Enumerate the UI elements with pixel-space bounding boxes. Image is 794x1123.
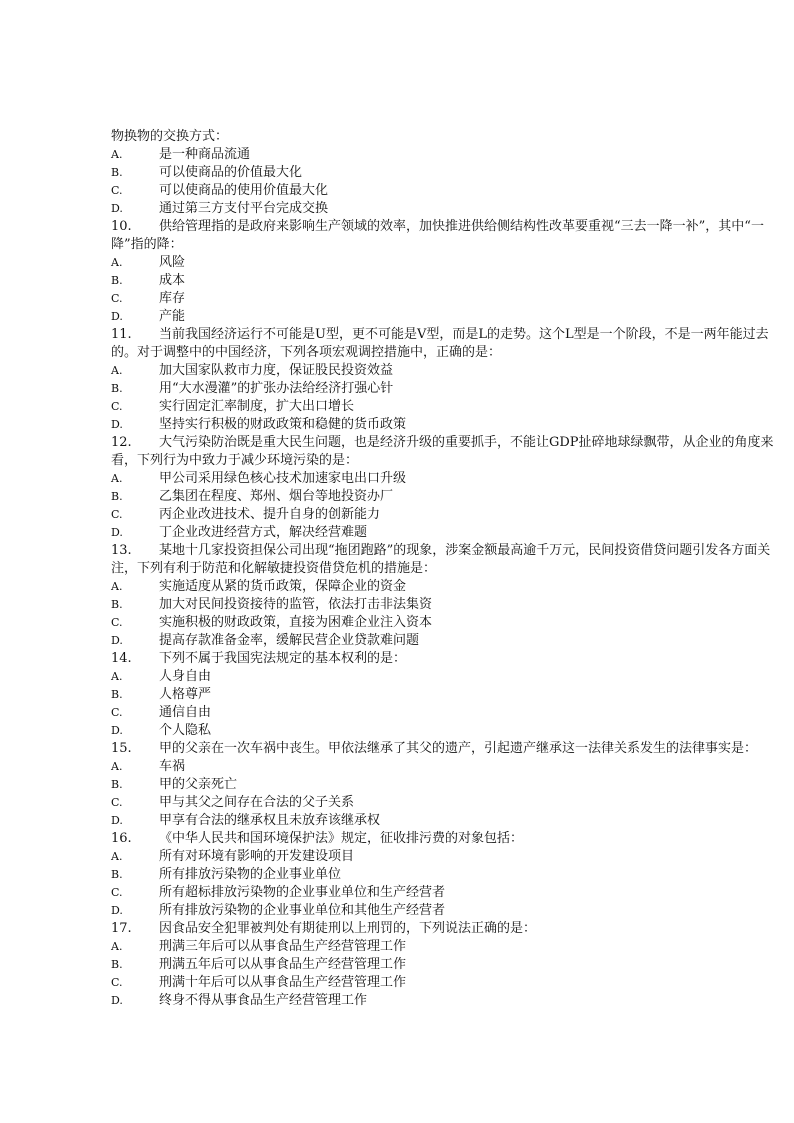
option-text: 风险 bbox=[159, 255, 186, 270]
option-d bbox=[111, 200, 791, 218]
option-text: 坚持实行积极的财政政策和稳健的货币政策 bbox=[159, 417, 407, 432]
option-a bbox=[111, 938, 791, 956]
option-label: B. bbox=[111, 778, 123, 791]
option-label: A. bbox=[111, 670, 123, 683]
option-label: C. bbox=[111, 706, 123, 719]
option-label: C. bbox=[111, 400, 123, 413]
option-b bbox=[111, 686, 791, 704]
option-text: 实施适度从紧的货币政策，保障企业的资金 bbox=[159, 579, 407, 594]
option-label: C. bbox=[111, 886, 123, 899]
option-text: 甲公司采用绿色核心技术加速家电出口升级 bbox=[159, 471, 407, 486]
option-b bbox=[111, 866, 791, 884]
option-text: 用“大水漫灌”的扩张办法给经济打强心针 bbox=[159, 381, 394, 396]
option-label: A. bbox=[111, 760, 123, 773]
option-text: 人格尊严 bbox=[159, 687, 212, 702]
option-c bbox=[111, 884, 791, 902]
question-stem: 物换物的交换方式： bbox=[111, 129, 229, 144]
option-c bbox=[111, 794, 791, 812]
option-label: A. bbox=[111, 850, 123, 863]
option-text: 实施积极的财政政策，直接为困难企业注入资本 bbox=[159, 615, 433, 630]
question-text: 供给管理指的是政府来影响生产领域的效率，加快推进供给侧结构性改革要重视“三去一降一补”，其中“一降”指的降： bbox=[111, 219, 764, 252]
option-text: 实行固定汇率制度，扩大出口增长 bbox=[159, 399, 355, 414]
option-a bbox=[111, 668, 791, 686]
option-text: 甲的父亲死亡 bbox=[159, 777, 238, 792]
option-a bbox=[111, 146, 791, 164]
option-label: C. bbox=[111, 976, 123, 989]
question-14 bbox=[111, 650, 791, 740]
option-a bbox=[111, 470, 791, 488]
option-label: A. bbox=[111, 580, 123, 593]
option-label: A. bbox=[111, 256, 123, 269]
option-label: B. bbox=[111, 958, 123, 971]
document-page bbox=[111, 128, 791, 1010]
option-c bbox=[111, 614, 791, 632]
option-d bbox=[111, 992, 791, 1010]
option-label: B. bbox=[111, 166, 123, 179]
option-label: B. bbox=[111, 274, 123, 287]
option-label: D. bbox=[111, 724, 123, 737]
option-label: A. bbox=[111, 148, 123, 161]
option-text: 人身自由 bbox=[159, 669, 212, 684]
question-number: 17. bbox=[111, 921, 132, 936]
question-16 bbox=[111, 830, 791, 920]
option-d bbox=[111, 632, 791, 650]
question-text: 因食品安全犯罪被判处有期徒刑以上刑罚的，下列说法正确的是： bbox=[159, 921, 537, 936]
option-label: B. bbox=[111, 382, 123, 395]
question-stem bbox=[111, 740, 791, 758]
question-intro bbox=[111, 128, 791, 218]
option-label: D. bbox=[111, 526, 123, 539]
option-text: 加大国家队救市力度，保证股民投资效益 bbox=[159, 363, 394, 378]
option-b bbox=[111, 776, 791, 794]
question-stem bbox=[111, 830, 791, 848]
question-11 bbox=[111, 326, 791, 434]
option-text: 刑满五年后可以从事食品生产经营管理工作 bbox=[159, 957, 407, 972]
option-a bbox=[111, 254, 791, 272]
option-b bbox=[111, 596, 791, 614]
option-text: 乙集团在程度、郑州、烟台等地投资办厂 bbox=[159, 489, 394, 504]
option-label: C. bbox=[111, 616, 123, 629]
question-stem bbox=[111, 542, 791, 578]
option-text: 丁企业改进经营方式，解决经营难题 bbox=[159, 525, 368, 540]
option-text: 车祸 bbox=[159, 759, 186, 774]
option-text: 是一种商品流通 bbox=[159, 147, 251, 162]
option-label: D. bbox=[111, 904, 123, 917]
question-number: 16. bbox=[111, 831, 132, 846]
question-number: 11. bbox=[111, 327, 132, 342]
question-number: 13. bbox=[111, 543, 132, 558]
option-label: B. bbox=[111, 490, 123, 503]
option-c bbox=[111, 506, 791, 524]
option-label: A. bbox=[111, 472, 123, 485]
option-text: 所有超标排放污染物的企业事业单位和生产经营者 bbox=[159, 885, 446, 900]
question-number: 15. bbox=[111, 741, 132, 756]
option-d bbox=[111, 902, 791, 920]
option-b bbox=[111, 956, 791, 974]
option-text: 丙企业改进技术、提升自身的创新能力 bbox=[159, 507, 381, 522]
option-a bbox=[111, 578, 791, 596]
option-label: C. bbox=[111, 184, 123, 197]
option-text: 刑满三年后可以从事食品生产经营管理工作 bbox=[159, 939, 407, 954]
question-stem bbox=[111, 218, 791, 254]
option-text: 所有对环境有影响的开发建设项目 bbox=[159, 849, 355, 864]
option-d bbox=[111, 524, 791, 542]
option-a bbox=[111, 362, 791, 380]
question-text: 《中华人民共和国环境保护法》规定，征收排污费的对象包括： bbox=[159, 831, 524, 846]
option-label: D. bbox=[111, 814, 123, 827]
option-label: B. bbox=[111, 868, 123, 881]
option-a bbox=[111, 848, 791, 866]
option-b bbox=[111, 380, 791, 398]
option-text: 甲享有合法的继承权且未放弃该继承权 bbox=[159, 813, 381, 828]
option-text: 所有排放污染物的企业事业单位和其他生产经营者 bbox=[159, 903, 446, 918]
option-label: D. bbox=[111, 310, 123, 323]
option-text: 通过第三方支付平台完成交换 bbox=[159, 201, 329, 216]
question-text: 大气污染防治既是重大民生问题，也是经济升级的重要抓手，不能让GDP扯碎地球绿飘带，从企业的角度来看，下列行为中致力于减少环境污染的是： bbox=[111, 435, 774, 468]
question-text: 甲的父亲在一次车祸中丧生。甲依法继承了其父的遗产，引起遗产继承这一法律关系发生的法律事实是： bbox=[159, 741, 758, 756]
question-number: 14. bbox=[111, 651, 132, 666]
question-text: 下列不属于我国宪法规定的基本权利的是： bbox=[159, 651, 407, 666]
option-label: B. bbox=[111, 598, 123, 611]
option-b bbox=[111, 488, 791, 506]
option-label: C. bbox=[111, 508, 123, 521]
option-text: 产能 bbox=[159, 309, 186, 324]
option-b bbox=[111, 164, 791, 182]
option-c bbox=[111, 704, 791, 722]
question-15 bbox=[111, 740, 791, 830]
question-text: 某地十几家投资担保公司出现“拖团跑路”的现象，涉案金额最高逾千万元，民间投资借贷问题引发各方面关注，下列有利于防范和化解敏捷投资借贷危机的措施是： bbox=[111, 543, 771, 576]
question-text: 当前我国经济运行不可能是U型，更不可能是V型，而是L的走势。这个L型是一个阶段，不是一两年能过去的。对于调整中的中国经济，下列各项宏观调控措施中，正确的是： bbox=[111, 327, 769, 360]
option-text: 可以使商品的价值最大化 bbox=[159, 165, 303, 180]
option-c bbox=[111, 290, 791, 308]
question-stem bbox=[111, 326, 791, 362]
option-text: 个人隐私 bbox=[159, 723, 212, 738]
option-text: 库存 bbox=[159, 291, 186, 306]
option-text: 可以使商品的使用价值最大化 bbox=[159, 183, 329, 198]
option-c bbox=[111, 974, 791, 992]
question-stem bbox=[111, 650, 791, 668]
option-text: 终身不得从事食品生产经营管理工作 bbox=[159, 993, 368, 1008]
option-text: 提高存款准备金率，缓解民营企业贷款难问题 bbox=[159, 633, 420, 648]
option-text: 刑满十年后可以从事食品生产经营管理工作 bbox=[159, 975, 407, 990]
option-label: C. bbox=[111, 292, 123, 305]
option-c bbox=[111, 398, 791, 416]
question-10 bbox=[111, 218, 791, 326]
option-b bbox=[111, 272, 791, 290]
option-d bbox=[111, 722, 791, 740]
question-13 bbox=[111, 542, 791, 650]
option-c bbox=[111, 182, 791, 200]
option-label: D. bbox=[111, 634, 123, 647]
question-stem bbox=[111, 920, 791, 938]
option-d bbox=[111, 416, 791, 434]
option-label: C. bbox=[111, 796, 123, 809]
option-label: B. bbox=[111, 688, 123, 701]
option-label: D. bbox=[111, 418, 123, 431]
option-text: 所有排放污染物的企业事业单位 bbox=[159, 867, 342, 882]
option-a bbox=[111, 758, 791, 776]
option-label: A. bbox=[111, 364, 123, 377]
question-stem bbox=[111, 434, 791, 470]
option-d bbox=[111, 308, 791, 326]
option-label: D. bbox=[111, 994, 123, 1007]
option-text: 成本 bbox=[159, 273, 186, 288]
question-17 bbox=[111, 920, 791, 1010]
option-label: D. bbox=[111, 202, 123, 215]
option-text: 甲与其父之间存在合法的父子关系 bbox=[159, 795, 355, 810]
question-number: 12. bbox=[111, 435, 132, 450]
option-d bbox=[111, 812, 791, 830]
option-label: A. bbox=[111, 940, 123, 953]
question-12 bbox=[111, 434, 791, 542]
option-text: 通信自由 bbox=[159, 705, 212, 720]
option-text: 加大对民间投资接待的监管，依法打击非法集资 bbox=[159, 597, 433, 612]
question-number: 10. bbox=[111, 219, 132, 234]
